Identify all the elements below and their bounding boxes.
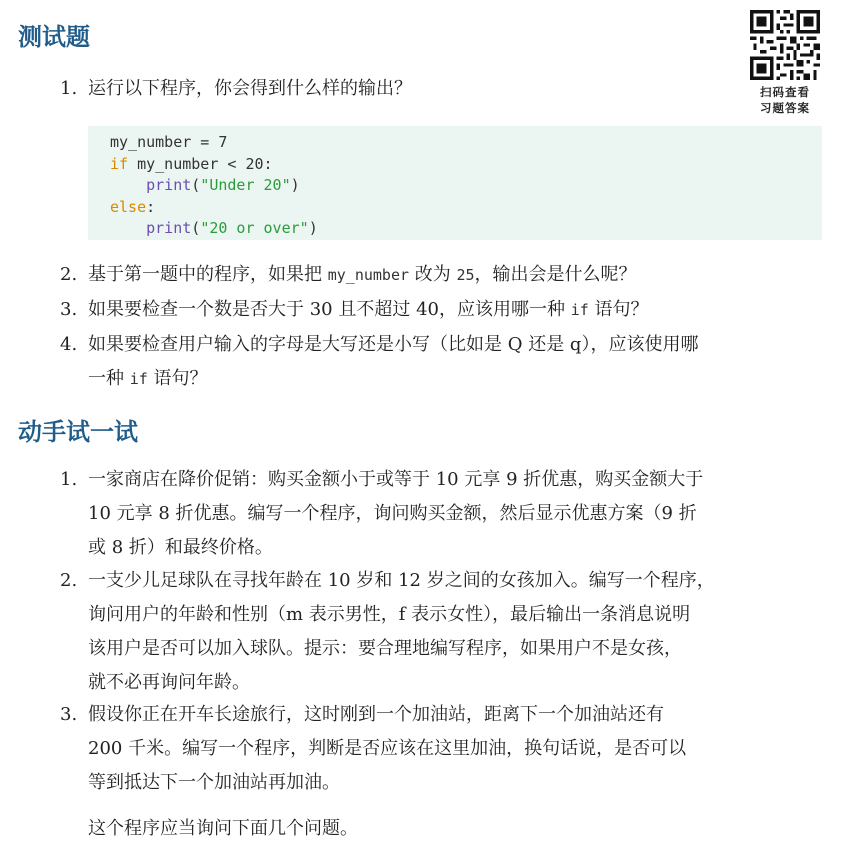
code-function-print: print (146, 176, 192, 195)
quiz-item-4 (60, 328, 824, 396)
text-run: 基于第一题中的程序，如果把 (88, 264, 328, 285)
tryit-item-3 (60, 698, 824, 800)
tryit-item-2 (60, 564, 824, 700)
qr-caption-line2: 习题答案 (760, 101, 810, 115)
inline-code: if (129, 370, 148, 388)
code-string: "20 or over" (200, 219, 309, 238)
text-line: 询问用户的年龄和性别（m 表示男性，f 表示女性），最后输出一条消息说明 (88, 604, 691, 625)
quiz-item-1 (60, 72, 824, 106)
quiz-item-3 (60, 293, 824, 327)
qr-code[interactable] (750, 10, 820, 80)
code-line-1: my_number = 7 (110, 133, 228, 151)
quiz-item-text (60, 328, 824, 396)
text-run: 如果要检查一个数是否大于 30 且不超过 40，应该用哪一种 (88, 299, 571, 320)
list-number: 2. (60, 264, 78, 285)
code-keyword-if: if (110, 154, 129, 173)
text-line: 假设你正在开车长途旅行，这时刚到一个加油站，距离下一个加油站还有 (88, 704, 664, 725)
code-paren: ) (308, 219, 318, 238)
code-paren: ) (290, 176, 300, 195)
text-run: ，输出会是什么呢？ (474, 264, 637, 285)
quiz-item-2 (60, 258, 824, 292)
tryit-item-text (60, 463, 824, 565)
list-number: 3. (60, 299, 78, 320)
text-line: 一家商店在降价促销：购买金额小于或等于 10 元享 9 折优惠，购买金额大于 (88, 469, 704, 490)
code-indent (110, 176, 146, 194)
code-paren: ( (191, 176, 201, 195)
text-run: 语句？ (588, 299, 649, 320)
quiz-item-text (60, 293, 824, 327)
text-run: 如果要检查用户输入的字母是大写还是小写（比如是 Q 还是 q），应该使用哪 (88, 334, 699, 355)
code-block (88, 126, 822, 240)
list-number: 2. (60, 570, 78, 591)
quiz-item-text (60, 258, 824, 292)
code-function-print: print (146, 219, 192, 238)
list-number: 1. (60, 78, 78, 99)
text-line: 一支少儿足球队在寻找年龄在 10 岁和 12 岁之间的女孩加入。编写一个程序， (88, 570, 715, 591)
code-indent (110, 219, 146, 237)
text-run: 语句？ (147, 368, 208, 389)
quiz-item-text: 运行以下程序，你会得到什么样的输出？ (88, 78, 412, 99)
text-line: 10 元享 8 折优惠。编写一个程序，询问购买金额，然后显示优惠方案（9 折 (88, 503, 697, 524)
inline-code: my_number (327, 266, 410, 284)
code-paren: ( (191, 219, 201, 238)
inline-code: 25 (456, 266, 475, 284)
list-number: 3. (60, 704, 78, 725)
text-run: 一种 (88, 368, 130, 389)
list-number: 1. (60, 469, 78, 490)
tryit-heading: 动手试一试 (18, 418, 138, 446)
quiz-heading: 测试题 (18, 23, 90, 51)
qr-caption-line1: 扫码查看 (760, 85, 810, 99)
inline-code: if (570, 301, 589, 319)
tryit-item-text (60, 698, 824, 800)
code-string: "Under 20" (200, 176, 291, 195)
tryit-item-1 (60, 463, 824, 565)
tryit-item-text (60, 564, 824, 700)
code-line-2-rest: my_number < 20: (128, 154, 273, 173)
text-line: 该用户是否可以加入球队。提示：要合理地编写程序，如果用户不是女孩， (88, 638, 682, 659)
text-line: 或 8 折）和最终价格。 (88, 537, 273, 558)
closing-paragraph: 这个程序应当询问下面几个问题。 (88, 818, 358, 839)
text-line: 200 千米。编写一个程序，判断是否应该在这里加油，换句话说，是否可以 (88, 738, 687, 759)
text-line: 等到抵达下一个加油站再加油。 (88, 772, 340, 793)
list-number: 4. (60, 334, 78, 355)
text-run: 改为 (409, 264, 457, 285)
code-line-4-rest: : (146, 197, 156, 216)
text-line: 就不必再询问年龄。 (88, 672, 250, 693)
code-keyword-else: else (110, 197, 147, 216)
